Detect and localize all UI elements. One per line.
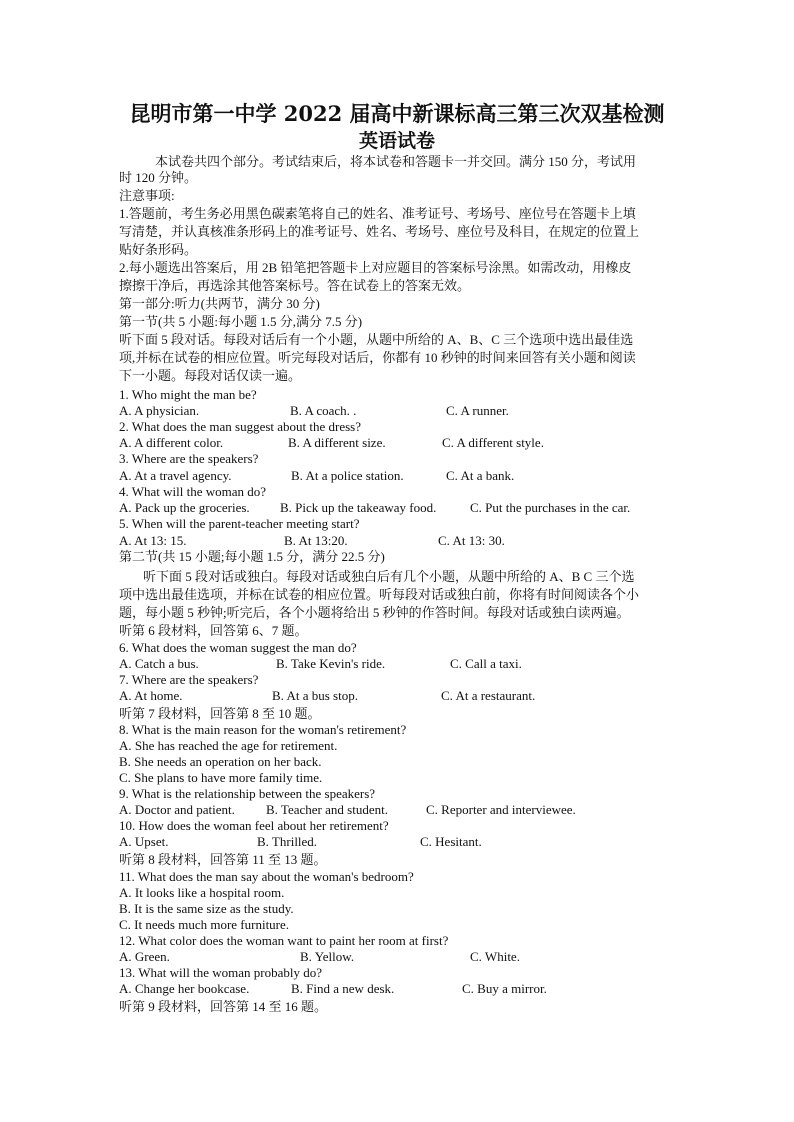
exam-subtitle: 英语试卷: [358, 130, 435, 152]
option-a: A. Catch a bus.: [119, 656, 199, 671]
option-c: C. A different style.: [442, 435, 544, 450]
question-stem: 4. What will the woman do?: [119, 484, 267, 499]
question-stem: 3. Where are the speakers?: [119, 451, 259, 466]
instruction-line: 项,并标在试卷的相应位置。听完每段对话后，你都有 10 秒钟的时间来回答有关小题和阅读: [119, 350, 636, 365]
option-a: A. Upset.: [119, 834, 169, 849]
option-b: B. Find a new desk.: [291, 981, 395, 996]
intro-line: 时 120 分钟。: [119, 170, 198, 185]
question-stem: 11. What does the man say about the woman's bedroom?: [119, 869, 414, 884]
option-a: A. It looks like a hospital room.: [119, 885, 285, 900]
option-b: B. Thrilled.: [257, 834, 318, 849]
material-label: 听第 8 段材料，回答第 11 至 13 题。: [119, 852, 327, 867]
question-stem: 12. What color does the woman want to paint her room at first?: [119, 933, 449, 948]
option-c: C. White.: [470, 949, 520, 964]
option-a: A. Doctor and patient.: [119, 802, 235, 817]
question-stem: 7. Where are the speakers?: [119, 672, 259, 687]
option-a: A. A different color.: [119, 435, 224, 450]
option-c: C. Buy a mirror.: [462, 981, 547, 996]
section2-heading: 第二节(共 15 小题;每小题 1.5 分，满分 22.5 分): [119, 549, 385, 564]
option-a: A. A physician.: [119, 403, 200, 418]
material-label: 听第 7 段材料，回答第 8 至 10 题。: [119, 706, 321, 721]
option-c: C. It needs much more furniture.: [119, 917, 290, 932]
option-c: C. She plans to have more family time.: [119, 770, 323, 785]
option-a: A. At 13: 15.: [119, 533, 187, 548]
material-label: 听第 6 段材料，回答第 6、7 题。: [119, 623, 308, 638]
option-c: C. At 13: 30.: [438, 533, 505, 548]
option-a: A. Pack up the groceries.: [119, 500, 250, 515]
option-c: C. At a restaurant.: [441, 688, 536, 703]
option-b: B. At 13:20.: [284, 533, 348, 548]
instruction-line: 听下面 5 段对话。每段对话后有一个小题，从题中所给的 A、B、C 三个选项中选出最佳选: [119, 332, 634, 347]
option-c: C. Put the purchases in the car.: [470, 500, 631, 515]
option-a: A. At home.: [119, 688, 183, 703]
option-a: A. At a travel agency.: [119, 468, 232, 483]
question-stem: 8. What is the main reason for the woman's retirement?: [119, 722, 407, 737]
option-b: B. Teacher and student.: [266, 802, 388, 817]
intro-line: 贴好条形码。: [119, 242, 198, 257]
question-stem: 10. How does the woman feel about her retirement?: [119, 818, 389, 833]
material-label: 听第 9 段材料，回答第 14 至 16 题。: [119, 999, 328, 1014]
option-b: B. Pick up the takeaway food.: [280, 500, 437, 515]
question-stem: 9. What is the relationship between the speakers?: [119, 786, 376, 801]
instruction-line: 听下面 5 段对话或独白。每段对话或独白后有几个小题，从题中所给的 A、B C 三个选: [143, 569, 635, 584]
option-b: B. A different size.: [288, 435, 386, 450]
option-a: A. Change her bookcase.: [119, 981, 250, 996]
intro-line: 2.每小题选出答案后，用 2B 铅笔把答题卡上对应题目的答案标号涂黑。如需改动，用橡皮: [119, 260, 632, 275]
question-stem: 6. What does the woman suggest the man do?: [119, 640, 357, 655]
notice-heading: 注意事项:: [119, 188, 175, 203]
option-c: C. At a bank.: [446, 468, 515, 483]
option-b: B. She needs an operation on her back.: [119, 754, 322, 769]
intro-line: 1.答题前，考生务必用黑色碳素笔将自己的姓名、准考证号、考场号、座位号在答题卡上填: [119, 206, 636, 221]
intro-line: 本试卷共四个部分。考试结束后，将本试卷和答题卡一并交回。满分 150 分，考试用: [155, 154, 637, 169]
exam-title: 昆明市第一中学 2022 届高中新课标高三第三次双基检测: [129, 101, 665, 126]
instruction-line: 题，每小题 5 秒钟;听完后，各个小题将给出 5 秒钟的作答时间。每段对话或独白读两遍。: [119, 605, 630, 620]
option-c: C. Reporter and interviewee.: [426, 802, 576, 817]
section1-heading: 第一节(共 5 小题:每小题 1.5 分,满分 7.5 分): [119, 314, 363, 329]
option-b: B. It is the same size as the study.: [119, 901, 294, 916]
option-b: B. Yellow.: [300, 949, 355, 964]
part1-heading: 第一部分:听力(共两节，满分 30 分): [119, 296, 320, 311]
question-stem: 5. When will the parent-teacher meeting start?: [119, 516, 360, 531]
option-c: C. Hesitant.: [420, 834, 482, 849]
question-stem: 1. Who might the man be?: [119, 387, 257, 402]
instruction-line: 项中选出最佳选项，并标在试卷的相应位置。听每段对话或独白前，你将有时间阅读各个小: [119, 587, 640, 602]
question-stem: 13. What will the woman probably do?: [119, 965, 323, 980]
option-c: C. A runner.: [446, 403, 509, 418]
instruction-line: 下一小题。每段对话仅读一遍。: [119, 368, 302, 383]
intro-line: 写清楚，并认真核准条形码上的准考证号、姓名、考场号、座位号及科目，在规定的位置上: [119, 224, 640, 239]
intro-line: 擦擦干净后，再选涂其他答案标号。答在试卷上的答案无效。: [119, 278, 471, 293]
option-c: C. Call a taxi.: [450, 656, 522, 671]
option-b: B. A coach. .: [290, 403, 357, 418]
option-b: B. At a bus stop.: [272, 688, 358, 703]
option-a: A. Green.: [119, 949, 170, 964]
option-a: A. She has reached the age for retirement.: [119, 738, 338, 753]
option-b: B. Take Kevin's ride.: [276, 656, 386, 671]
option-b: B. At a police station.: [291, 468, 404, 483]
question-stem: 2. What does the man suggest about the dress?: [119, 419, 362, 434]
